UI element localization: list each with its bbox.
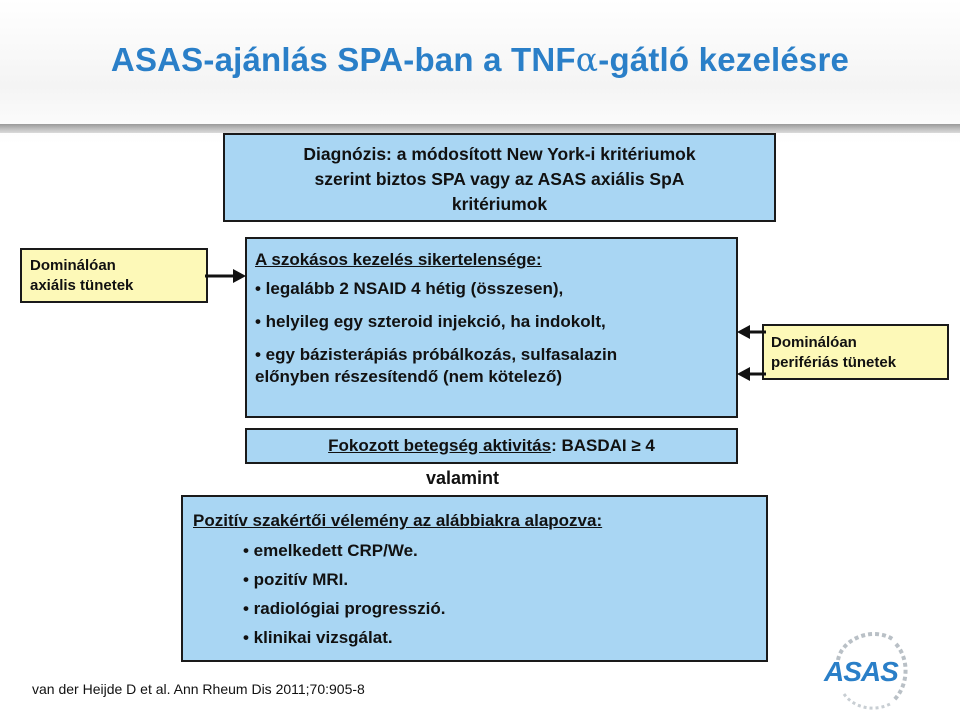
expert-opinion-box: [181, 495, 768, 662]
diagnosis-line: szerint biztos SPA vagy az ASAS axiális SpA: [314, 169, 685, 189]
peripheral-symptoms-box: [762, 324, 949, 380]
axial-arrow: [205, 266, 249, 286]
peripheral-arrow-lower: [736, 364, 766, 384]
connector-text: valamint: [426, 468, 500, 488]
axial-symptoms-box: [20, 248, 208, 303]
activity-label: Fokozott betegség aktivitás: [328, 436, 552, 455]
citation: van der Heijde D et al. Ann Rheum Dis 2011;70:905-8: [32, 681, 365, 697]
treatment-item: • helyileg egy szteroid injekció, ha indokolt,: [255, 312, 606, 331]
expert-item: • emelkedett CRP/We.: [243, 541, 418, 560]
activity-threshold: : BASDAI ≥ 4: [551, 436, 655, 455]
asas-logo: [818, 626, 914, 716]
diagnosis-line: Diagnózis: a módosított New York-i kritériumok: [303, 144, 696, 164]
axial-line: axiális tünetek: [30, 277, 134, 294]
treatment-heading: A szokásos kezelés sikertelensége:: [255, 250, 542, 269]
axial-line: Dominálóan: [30, 257, 116, 274]
diagnosis-line: kritériumok: [451, 194, 548, 214]
page-title: ASAS-ajánlás SPA-ban a TNFα-gátló kezelésre: [110, 40, 850, 79]
peripheral-arrow-upper: [736, 322, 766, 342]
peripheral-line: perifériás tünetek: [771, 354, 897, 371]
disease-activity-box: [245, 428, 738, 464]
expert-item: • klinikai vizsgálat.: [243, 628, 393, 647]
alpha-symbol: α: [575, 40, 599, 79]
treatment-item: • legalább 2 NSAID 4 hétig (összesen),: [255, 279, 564, 298]
expert-heading: Pozitív szakértői vélemény az alábbiakra alapozva:: [193, 511, 603, 530]
treatment-item: • egy bázisterápiás próbálkozás, sulfasalazin előnyben részesítendő (nem kötelező): [255, 345, 618, 386]
logo-text: ASAS: [824, 656, 898, 687]
diagnosis-box: [223, 133, 776, 222]
title-divider: [0, 124, 960, 133]
expert-item: • radiológiai progresszió.: [243, 599, 446, 618]
peripheral-line: Dominálóan: [771, 334, 857, 351]
treatment-failure-box: [245, 237, 738, 418]
expert-item: • pozitív MRI.: [243, 570, 349, 589]
